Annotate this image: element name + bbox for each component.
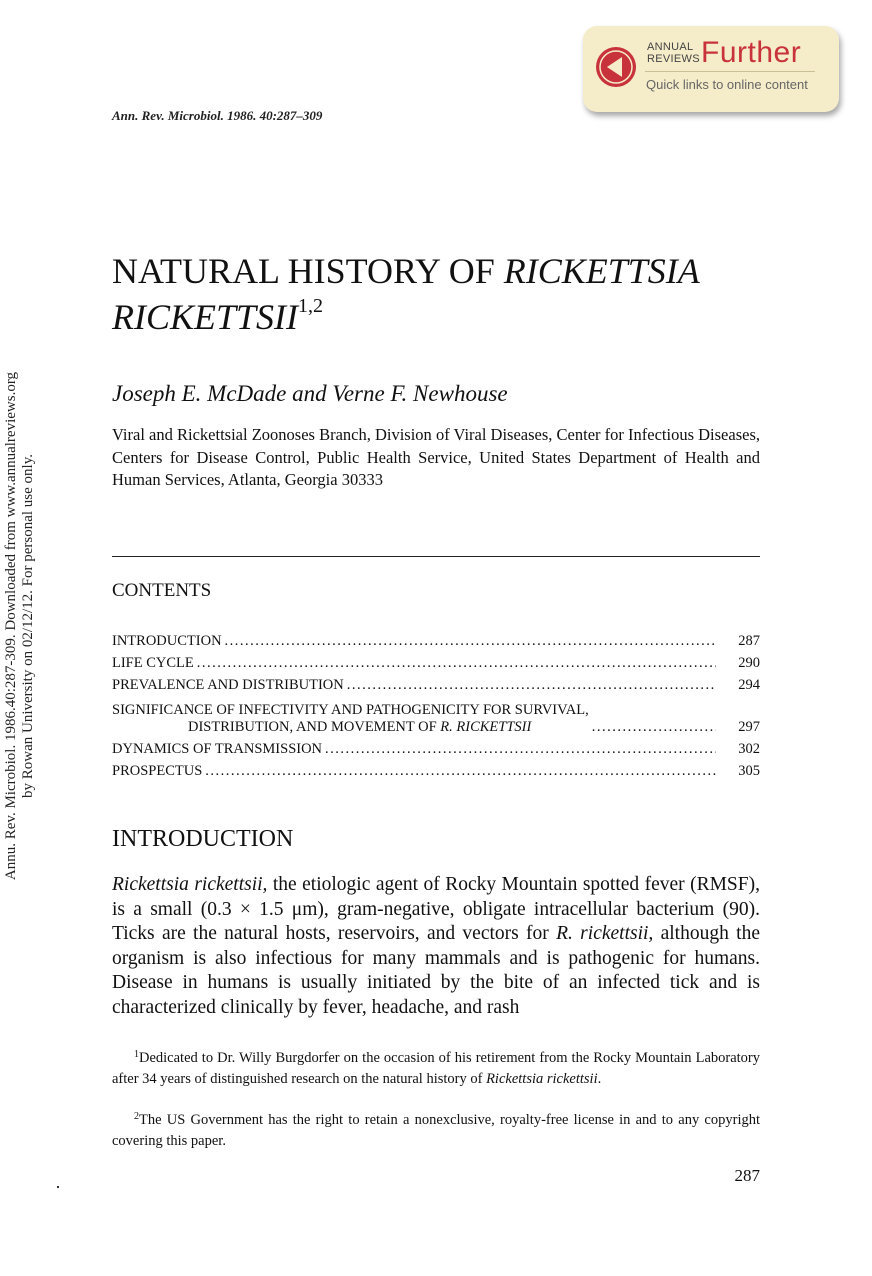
toc-item[interactable] (112, 736, 760, 758)
toc-page: 297 (738, 719, 760, 735)
authors: Joseph E. McDade and Verne F. Newhouse (112, 381, 508, 406)
toc-leader (205, 763, 716, 780)
article-title (112, 248, 812, 340)
toc-leader (325, 741, 716, 758)
footnote-mark: 1 (134, 1049, 139, 1060)
footnote-mark: 2 (134, 1111, 139, 1122)
toc-label-multiline (112, 702, 589, 736)
toc-label: PROSPECTUS (112, 763, 203, 779)
toc-leader (592, 719, 716, 736)
toc-item[interactable] (112, 758, 760, 780)
journal-reference: Ann. Rev. Microbiol. 1986. 40:287–309 (112, 108, 323, 123)
page-number: 287 (734, 1166, 760, 1185)
title-italic-1: RICKETTSIA (503, 251, 700, 291)
toc-page: 290 (738, 655, 760, 671)
toc-leader (197, 655, 716, 672)
download-notice-line2: by Rowan University on 02/12/12. For personal use only. (20, 454, 36, 798)
introduction-paragraph (112, 873, 760, 1020)
toc-label: INTRODUCTION (112, 633, 222, 649)
footnote-italic: Rickettsia rickettsii (486, 1071, 598, 1087)
contents-heading: CONTENTS (112, 580, 212, 601)
intro-text-1: the etiologic agent of Rocky Mountain spotted fever (RMSF), is a small (0.3 × 1.5 μm), gram-negative, obligate intracellular bacterium (90). Ticks are the natural hosts, reservoirs, and vectors for (112, 874, 760, 944)
toc-page: 287 (738, 633, 760, 649)
toc-label-cont-italic: R. RICKETTSII (440, 719, 532, 735)
affiliation: Viral and Rickettsial Zoonoses Branch, Division of Viral Diseases, Center for Infectious Diseases, Centers for Disease Control, Public Health Service, United States Department of Health and Human Services, Atlanta, Georgia 30333 (112, 425, 760, 489)
toc-label: SIGNIFICANCE OF INFECTIVITY AND PATHOGENICITY FOR SURVIVAL, (112, 702, 589, 718)
footnote-text: The US Government has the right to retain a nonexclusive, royalty-free license in and to any copyright covering this paper. (112, 1112, 760, 1149)
title-italic-2: RICKETTSII (112, 297, 299, 337)
introduction-heading: INTRODUCTION (112, 826, 294, 852)
toc-label: PREVALENCE AND DISTRIBUTION (112, 677, 344, 693)
toc-item[interactable] (112, 628, 760, 650)
footnote-text: Dedicated to Dr. Willy Burgdorfer on the occasion of his retirement from the Rocky Mountain Laboratory after 34 years of distinguished research on the natural history of (112, 1050, 760, 1087)
toc-label-cont-text: DISTRIBUTION, AND MOVEMENT OF (188, 719, 441, 735)
intro-italic-1: Rickettsia rickettsii, (112, 874, 268, 895)
toc-page: 305 (738, 763, 760, 779)
toc-item[interactable] (112, 694, 760, 736)
download-notice (3, 326, 37, 926)
play-back-icon (595, 46, 637, 88)
toc-page: 294 (738, 677, 760, 693)
footnote-end: . (597, 1071, 602, 1087)
table-of-contents (112, 628, 760, 780)
toc-item[interactable] (112, 650, 760, 672)
further-badge[interactable] (583, 26, 839, 112)
intro-italic-2: R. rickettsii, (556, 923, 654, 944)
download-notice-line1: Annu. Rev. Microbiol. 1986.40:287-309. Downloaded from www.annualreviews.org (3, 371, 19, 881)
footnote-1 (112, 1048, 760, 1090)
toc-item[interactable] (112, 672, 760, 694)
toc-label-continued (112, 719, 589, 736)
badge-further-word: Further (701, 36, 802, 69)
footnote-2 (112, 1110, 760, 1152)
title-superscript: 1,2 (298, 295, 324, 317)
badge-annual-reviews (647, 41, 700, 65)
toc-page: 302 (738, 741, 760, 757)
toc-leader (347, 677, 716, 694)
badge-annual: ANNUAL (647, 41, 694, 53)
toc-leader (225, 633, 716, 650)
toc-label: DYNAMICS OF TRANSMISSION (112, 741, 323, 757)
scan-speck (57, 1186, 59, 1188)
title-roman: NATURAL HISTORY OF (112, 251, 504, 291)
section-divider (112, 556, 760, 557)
badge-subtitle: Quick links to online content (646, 77, 808, 92)
toc-label: LIFE CYCLE (112, 655, 194, 671)
intro-text-2: although the organism is also infectious for many mammals and is pathogenic for humans. Disease in humans is usually initiated by the bite of an infected tick and is characterized clinically by fever, headache, and rash (112, 923, 760, 1018)
badge-divider (645, 71, 815, 72)
badge-reviews: REVIEWS (647, 53, 700, 65)
